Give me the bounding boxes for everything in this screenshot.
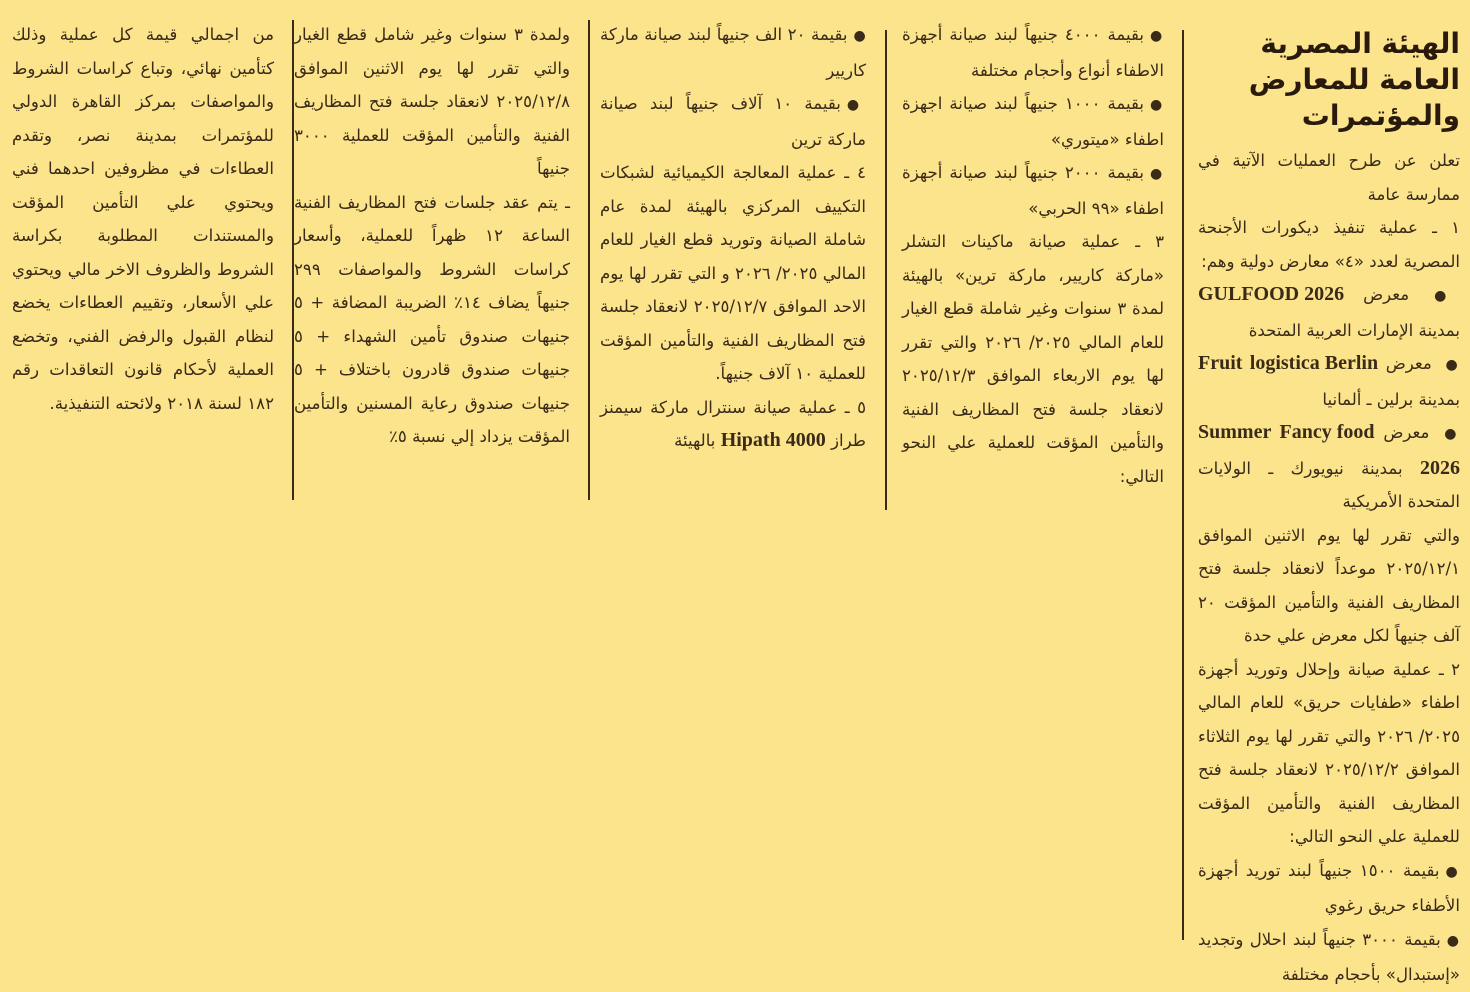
fair-item xyxy=(1198,416,1460,519)
fair-prefix: معرض xyxy=(1383,423,1430,442)
operation-2: ٢ ـ عملية صيانة وإحلال وتوريد أجهزة اطفاء «طفايات حريق» للعام المالي ٢٠٢٥/ ٢٠٢٦ والتي تقرر لها يوم الثلاثاء الموافق ٢٠٢٥/١٢/٢ لانعقاد جلسة فتح المظاريف الفنية والتأمين المؤقت للعملية علي النحو التالي: xyxy=(1198,659,1460,846)
bullet-item: ● بقيمة ٣٠٠٠ جنيهاً لبند احلال وتجديد «إستبدال» بأحجام مختلفة xyxy=(1198,923,1460,992)
fair-name: Summer Fancy food 2026 xyxy=(1198,421,1460,479)
announcement-column-5 xyxy=(12,18,274,420)
fair-name: Fruit logistica Berlin xyxy=(1198,352,1379,374)
bullet-item: ● بقيمة ٤٠٠٠ جنيهاً لبند صيانة أجهزة الاطفاء أنواع وأحجام مختلفة xyxy=(902,18,1164,87)
closing-text: من اجمالي قيمة كل عملية وذلك كتأمين نهائي، وتباع كراسات الشروط والمواصفات بمركز القاهرة الدولي للمؤتمرات بمدينة نصر، وتقدم العطاءات في مظروفين احدهما فني ويحتوي علي التأمين المؤقت والمستندات المطلوبة بكراسة الشروط والظروف الاخر مالي ويحتوي علي الأسعار، وتقييم العطاءات يخضع لنظام القبول والرفض الفني، وتخضع العملية لأحكام قانون التعاقدات رقم ١٨٢ لسنة ٢٠١٨ ولائحته التنفيذية. xyxy=(12,25,274,413)
operation-4: ٤ ـ عملية المعالجة الكيميائية لشبكات التكييف المركزي بالهيئة لمدة عام شاملة الصيانة وتوريد قطع الغيار للعام المالي ٢٠٢٥/ ٢٠٢٦ و التي تقرر لها يوم الاحد الموافق ٢٠٢٥/١٢/٧ لانعقاد جلسة فتح المظاريف الفنية والتأمين المؤقت للعملية ١٠ آلاف جنيهاً. xyxy=(600,163,866,383)
operation-5-text: ٥ ـ عملية صيانة سنترال ماركة سيمنز طراز xyxy=(600,397,866,450)
terms-text: ـ يتم عقد جلسات فتح المظاريف الفنية الساعة ١٢ ظهراً للعملية، وأسعار كراسات الشروط والمواصفات ٢٩٩ جنيهاً يضاف ١٤٪ الضريبة المضافة + ٥ جنيهات صندوق تأمين الشهداء + ٥ جنيهات صندوق قادرون باختلاف + ٥ جنيهات صندوق رعاية المسنين والتأمين المؤقت يزداد إلي نسبة ٥٪ xyxy=(294,192,570,446)
announcement-column-2 xyxy=(902,18,1164,493)
announcement-column-1 xyxy=(1198,18,1460,992)
operation-1-date: والتي تقرر لها يوم الاثنين الموافق ٢٠٢٥/١٢/١ موعداً لانعقاد جلسة فتح المظاريف الفنية والتأمين المؤقت ٢٠ آلف جنيهاً لكل معرض علي حدة xyxy=(1198,525,1460,645)
fair-prefix: معرض xyxy=(1363,285,1410,304)
announcement-column-4 xyxy=(294,18,570,454)
fair-location: بمدينة برلين ـ ألمانيا xyxy=(1322,389,1460,409)
operation-3: ٣ ـ عملية صيانة ماكينات التشلر «ماركة كاريير، ماركة ترين» بالهيئة لمدة ٣ سنوات وغير شاملة قطع الغيار للعام المالي ٢٠٢٥/ ٢٠٢٦ والتي تقرر لها يوم الاربعاء الموافق ٢٠٢٥/١٢/٣ لانعقاد جلسة فتح المظاريف الفنية والتأمين المؤقت للعملية علي النحو التالي: xyxy=(902,232,1164,486)
operation-5-model: Hipath 4000 xyxy=(720,429,826,451)
fair-location: بمدينة نيويورك ـ الولايات المتحدة الأمريكية xyxy=(1198,458,1460,511)
headline: الهيئة المصرية العامة للمعارض والمؤتمرات xyxy=(1248,27,1460,132)
fair-location: بمدينة الإمارات العربية المتحدة xyxy=(1248,320,1460,340)
bullet-item: ● بقيمة ٢٠ الف جنيهاً لبند صيانة ماركة كاريير xyxy=(600,18,866,87)
fair-item xyxy=(1198,347,1460,416)
operation-5-suffix: بالهيئة xyxy=(674,431,716,450)
operation-1: ١ ـ عملية تنفيذ ديكورات الأجنحة المصرية لعدد «٤» معارض دولية وهم: xyxy=(1198,218,1460,271)
intro-text: تعلن عن طرح العمليات الآتية في ممارسة عامة xyxy=(1198,151,1460,204)
fair-prefix: معرض xyxy=(1385,354,1432,373)
bullet-item: ● بقيمة ٢٠٠٠ جنيهاً لبند صيانة أجهزة اطفاء «٩٩ الحربي» xyxy=(902,156,1164,225)
operation-5 xyxy=(600,391,866,458)
column-divider xyxy=(885,30,887,510)
bullet-item: ● بقيمة ١٠٠٠ جنيهاً لبند صيانة اجهزة اطفاء «ميتوري» xyxy=(902,87,1164,156)
column-divider xyxy=(1182,30,1184,940)
column-divider xyxy=(588,20,590,500)
operation-5-continued: ولمدة ٣ سنوات وغير شامل قطع الغيار والتي تقرر لها يوم الاثنين الموافق ٢٠٢٥/١٢/٨ لانعقاد جلسة فتح المظاريف الفنية والتأمين المؤقت للعملية ٣٠٠٠ جنيهاً xyxy=(294,25,571,178)
fair-name: GULFOOD 2026 xyxy=(1198,283,1345,305)
bullet-item: ● بقيمة ١٥٠٠ جنيهاً لبند توريد أجهزة الأطفاء حريق رغوي xyxy=(1198,854,1460,923)
fair-item xyxy=(1198,278,1460,347)
bullet-item: ● بقيمة ١٠ آلاف جنيهاً لبند صيانة ماركة ترين xyxy=(600,87,866,156)
announcement-column-3 xyxy=(600,18,866,458)
